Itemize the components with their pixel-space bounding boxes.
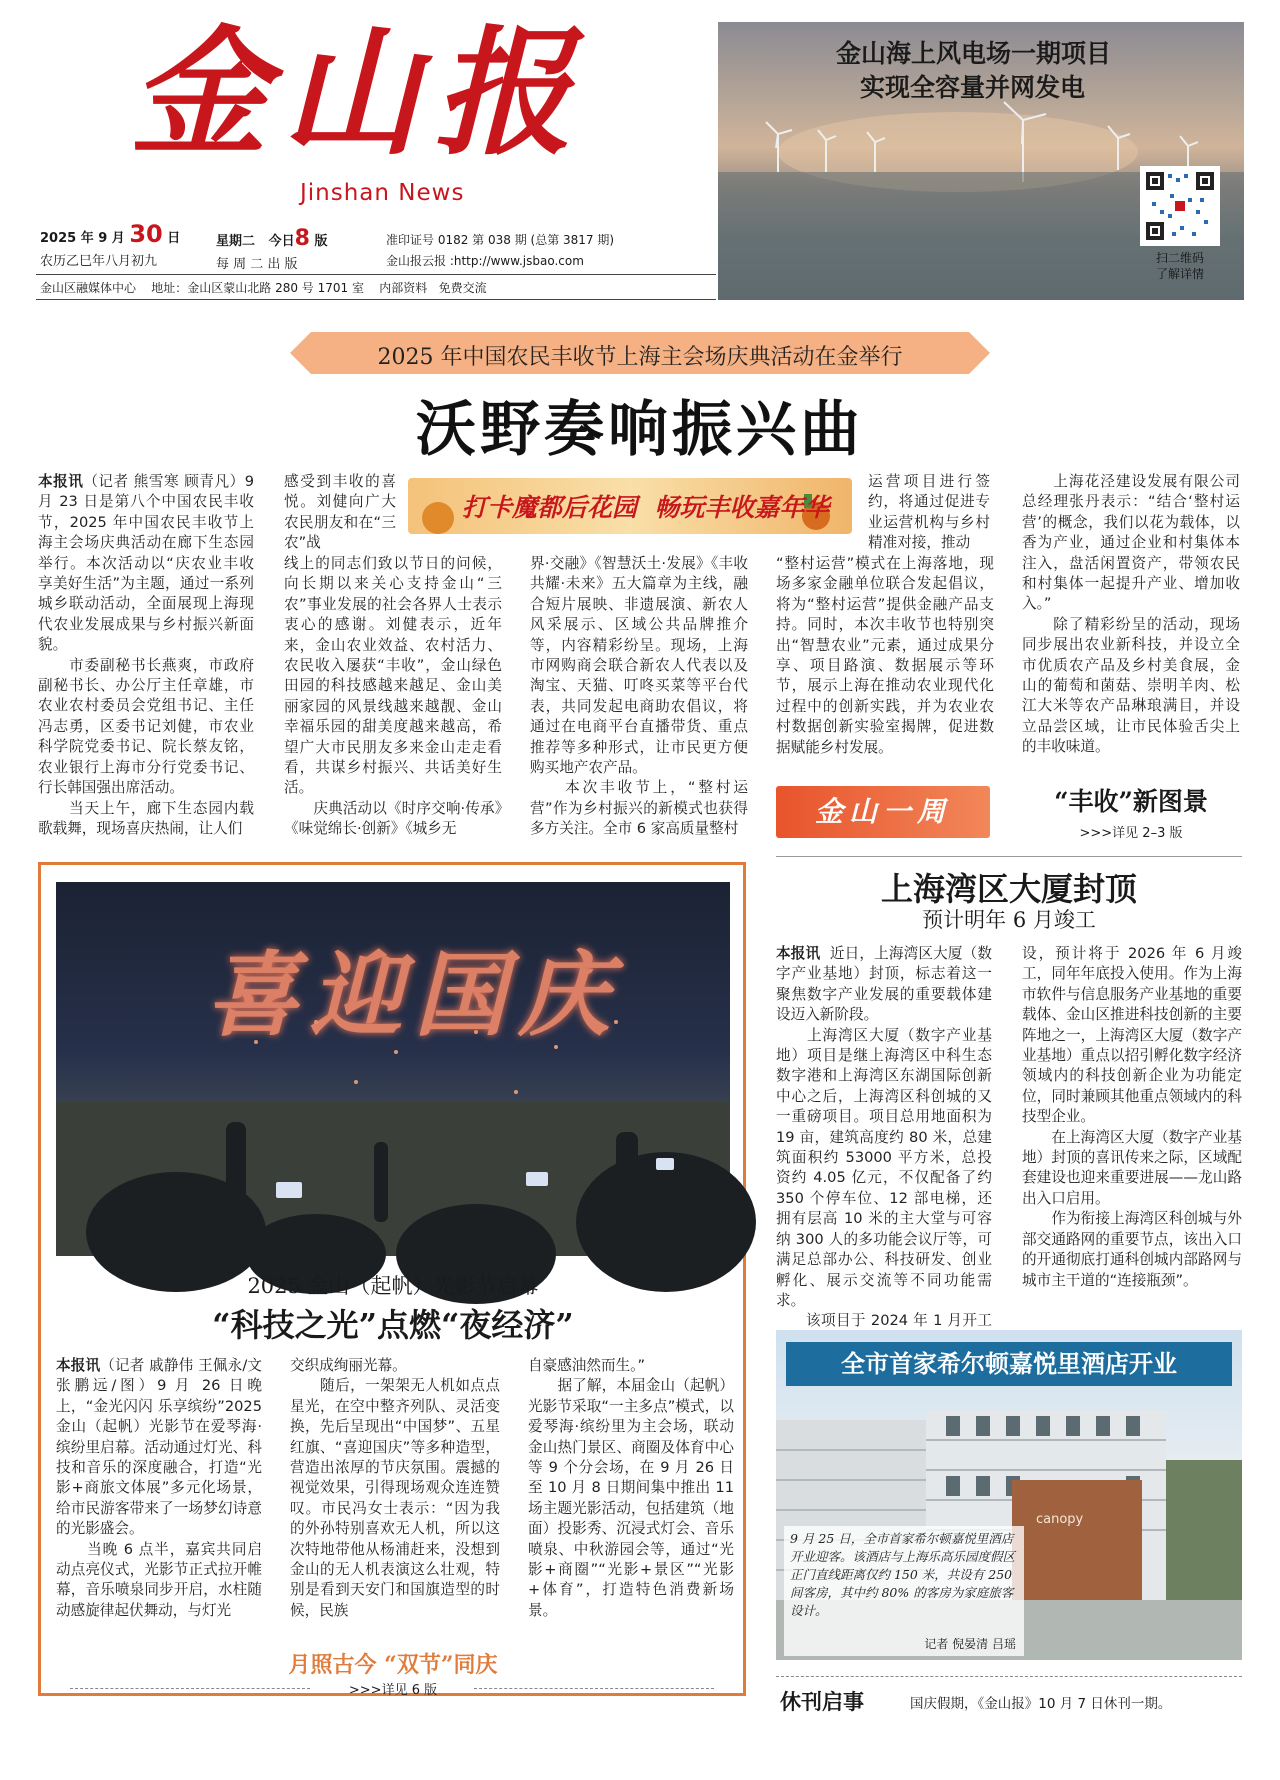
masthead-rule-top xyxy=(36,274,716,275)
weekday: 星期二 xyxy=(216,234,256,249)
banner-title-line1: 金山海上风电场一期项目 xyxy=(836,39,1112,68)
hotel-caption: 9 月 25 日，全市首家希尔顿嘉悦里酒店开业迎客。该酒店与上海乐高乐园度假区正门直线距离仅约 150 米，共设有 250 间客房，其中约 80% 的客房为家庭旅客设计。 xyxy=(790,1531,1016,1618)
story2-subhead: 预计明年 6 月竣工 xyxy=(922,908,1096,932)
story2-rule xyxy=(776,856,1242,857)
permit-number: 准印证号 0182 第 038 期 (总第 3817 期) xyxy=(386,233,615,247)
date-prefix: 2025 年 9 月 xyxy=(40,231,125,246)
lead-col1-text: （记者 熊雪寒 顾青凡）9 月 23 日是第八个中国农民丰收节，2025 年中国农民丰收节上海主会场庆典活动在廊下生态园举行。本次活动以“庆农业丰收 享美好生活”为主题，通过一系列城乡联动活动，全面展现上海现代农业发展成果与乡村振兴新面貌。 市委副秘书长燕爽，市政府副秘书长、办公厅主任章雄，市农业农村委员会党组书记、主任冯志勇，区委书记刘健，市农业科学院党委书记、院长蔡友铭，农业银行上海市分行党委书记、行长韩国强出席活动。 当天上午，廊下生态园内载歌载舞，现场喜庆热闹，让人们 xyxy=(38,473,254,837)
lead-col-2: 线上的同志们致以节日的问候，向长期以来关心支持金山“三农”事业发展的社会各界人士表示衷心的感谢。刘健表示，近年来，金山农业效益、农村活力、农民收入屡获“丰收”，金山绿色田园的科技感越来越足、金山美丽家园的风景线越来越靓、金山幸福乐园的甜美度越来越高，希望广大市民朋友多来金山走走看看，共谋乡村振兴、共话美好生活。 庆典活动以《时序交响·传承》《味觉绵长·创新》《城乡无 xyxy=(284,555,502,838)
date-block xyxy=(40,220,200,269)
permit-info xyxy=(386,230,716,272)
story2-col-2: 设，预计将于 2026 年 6 月竣工，同年年底投入使用。作为上海市软件与信息服务产业基地的重要载体、金山区推进科技创新的主要阵地之一，上海湾区大厦（数字产业基地）重点以招引孵化数字经济领域内的科技创新企业为功能定位，同时兼顾其他重点领域内的科技型企业。 在上海湾区大厦（数字产业基地）封顶的喜讯传来之际，区域配套建设也迎来重要进展——龙山路出入口启用。 作为衔接上海湾区科创城与外部交通路网的重要节点，该出入口的开通彻底打通科创城内部路网与城市主干道的“连接瓶颈”。 xyxy=(1022,945,1242,1289)
story3-footer-rule-right xyxy=(474,1688,714,1689)
story3-col-2: 交织成绚丽光幕。 随后，一架架无人机如点点星光，在空中整齐列队、灵活变换，先后呈现出“中国梦”、五星红旗、“喜迎国庆”等多种造型，营造出浓厚的节庆氛围。震撼的视觉效果，引得现场观众连连赞叹。市民冯女士表示：“因为我的外孙特别喜欢无人机，所以这次特地带他从杨浦赶来，没想到金山的无人机表演这么壮观，特别是看到天安门和国旗造型的时候，民族 xyxy=(290,1357,500,1619)
pages-suffix: 版 xyxy=(314,234,328,249)
frequency: 每 周 二 出 版 xyxy=(216,257,298,272)
story2-col1-text: 近日，上海湾区大厦（数字产业基地）封顶，标志着这一聚焦数字产业发展的重要载体建设迈入新阶段。 上海湾区大厦（数字产业基地）项目是继上海湾区中科生态数字港和上海湾区东湖国际创新中心之后，上海湾区科创城的又一重磅项目。项目总用地面积为 19 亩，建筑高度约 80 米，总建筑面积约 53000 平方米，总投资约 4.05 亿元，不仅配备了约 350 个停车位、12 部电梯，还拥有层高 10 米的主大堂与可容纳 300 人的多功能会议厅等，可满足总部办公、科技研发、创业孵化、展示交流等不同功能需求。 该项目于 2024 年 1 月开工 xyxy=(776,945,992,1330)
lead-col-4: “整村运营”模式在上海落地，现场多家金融单位联合发起倡议，将为“整村运营”提供金融产品支持。同时，本次丰收节也特别突出“智慧农业”元素，通过成果分享、项目路演、数据展示等环节，展示上海在推动农业现代化过程中的创新实践，并为农业农村数据创新实验室揭牌，促进数据赋能乡村发展。 xyxy=(776,555,994,756)
notice-rule xyxy=(776,1676,1242,1677)
drone-show-photo xyxy=(56,882,730,1256)
hotel-headline: 全市首家希尔顿嘉悦里酒店开业 xyxy=(841,1349,1177,1378)
cloud-link[interactable]: 金山报云报 :http://www.jsbao.com xyxy=(386,254,584,268)
qr-caption-line2: 了解详情 xyxy=(1155,267,1204,281)
hotel-credit: 记者 倪晏清 吕瑶 xyxy=(924,1637,1016,1651)
lunar-date: 农历乙巳年八月初九 xyxy=(40,254,158,269)
story2-col1-lead: 本报讯 xyxy=(776,945,821,962)
logo-subtitle: Jinshan News xyxy=(300,180,465,206)
harvest-ad-banner[interactable] xyxy=(408,478,852,534)
hotel-photo xyxy=(776,1330,1242,1660)
story3-footer-ref[interactable]: >>>详见 6 版 xyxy=(348,1683,438,1698)
qr-code[interactable] xyxy=(1140,166,1220,246)
date-suffix: 日 xyxy=(167,231,181,246)
lead-col-1 xyxy=(38,472,254,852)
lead-col-5: 上海花泾建设发展有限公司总经理张丹表示：“结合‘整村运营’的概念，我们以花为载体，以香为产业，通过企业和村集体本注入，盘活闲置资产，带领农民和村集体一起提升产业、增加收入。” 除了精彩纷呈的活动，现场同步展出农业新科技，并设立全市优质农产品及乡村美食展，金山的葡萄和菌菇、崇明羊肉、松江大米等农产品琳琅满目，并设立品尝区域，让市民体验舌尖上的丰收味道。 xyxy=(1022,473,1240,756)
story2-headline: 上海湾区大厦封顶 xyxy=(880,870,1137,908)
lead-col-4-top: 运营项目进行签约，将通过促进专业运营机构与乡村精准对接，推动 xyxy=(868,473,990,552)
notice-text: 国庆假期，《金山报》10 月 7 日休刊一期。 xyxy=(910,1696,1172,1712)
hotel-sign: canopy xyxy=(1036,1512,1084,1527)
lead-col-3: 界·交融》《智慧沃土·发展》《丰收共耀·未来》五大篇章为主线，融合短片展映、非遗展演、新农人风采展示、区域公共品牌推介等，内容精彩纷呈。现场，上海市网购商会联合新农人代表以及淘宝、天猫、叮咚买菜等平台代表，共同发起电商助农倡议，将通过在电商平台直播带货、重点推荐等多种形式，让市民更方便购买地产农产品。 本次丰收节上，“整村运营”作为乡村振兴的新模式也获得多方关注。全市 6 家高质量整村 xyxy=(530,555,748,838)
lead-col1-lead: 本报讯 xyxy=(38,473,84,490)
issue-info xyxy=(216,226,376,272)
lead-kicker: 2025 年中国农民丰收节上海主会场庆典活动在金举行 xyxy=(377,345,903,370)
banner-photo xyxy=(718,22,1244,300)
story3-footer-title: 月照古今 “双节”同庆 xyxy=(288,1652,498,1678)
weekly-badge-text: 金山一周 xyxy=(814,795,951,828)
story2-col-1 xyxy=(776,944,992,1330)
banner-title-line2: 实现全容量并网发电 xyxy=(860,73,1086,102)
weekly-badge[interactable] xyxy=(776,786,990,838)
lead-col-2-top: 感受到丰收的喜悦。刘健向广大农民朋友和在“三农”战 xyxy=(284,473,396,552)
lead-headline: 沃野奏响振兴曲 xyxy=(416,395,864,465)
story3-col-1 xyxy=(56,1356,262,1642)
story3-headline: “科技之光”点燃“夜经济” xyxy=(212,1306,574,1344)
masthead-rule-bottom xyxy=(36,299,716,300)
qr-caption-line1: 扫二维码 xyxy=(1155,251,1204,265)
drone-show-text: 喜迎国庆 xyxy=(206,941,623,1049)
story3-col1-lead: 本报讯 xyxy=(56,1357,101,1374)
weekly-ref[interactable]: >>>详见 2–3 版 xyxy=(1079,826,1183,841)
masthead-logo xyxy=(130,11,690,206)
pages-prefix: 今日 xyxy=(268,234,295,249)
harvest-ad-text: 打卡魔都后花园 畅玩丰收嘉年华 xyxy=(462,493,830,522)
logo-text: 金山报 xyxy=(130,11,587,174)
story3-col1-text: （记者 戚静伟 王佩永/文 张鹏远/图）9 月 26 日晚上，“金光闪闪 乐享缤纷”2025 金山（起帆）光影节在爱琴海·缤纷里启幕。活动通过灯光、科技和音乐的深度融合，打造“光影+商旅文体展”多元化场景，给市民游客带来了一场梦幻诗意的光影盛会。 当晚 6 点半，嘉宾共同启动点亮仪式，光影节正式拉开帷幕，音乐喷泉同步开启，水柱随动感旋律起伏舞动，与灯光 xyxy=(56,1357,262,1619)
qr-code-icon xyxy=(1144,170,1216,242)
weekly-title: “丰收”新图景 xyxy=(1054,787,1208,816)
hotel-caption-box xyxy=(784,1526,1024,1656)
date-day: 30 xyxy=(129,220,163,248)
pages-num: 8 xyxy=(294,226,310,251)
story3-kicker: 2025 金山（起帆）光影节启幕 xyxy=(247,1274,539,1298)
qr-caption xyxy=(1140,250,1220,282)
notice-title: 休刊启事 xyxy=(780,1689,864,1714)
story3-col-3: 自豪感油然而生。” 据了解，本届金山（起帆）光影节采取“一主多点”模式，以爱琴海·缤纷里为主会场，联动金山热门景区、商圈及体育中心等 9 个分会场，在 9 月 26 日至 10 月 8 日期间集中推出 11 场主题光影活动，包括建筑（地面）投影秀、沉浸式灯会、音乐喷泉、中秋游园会等，通过“光影+商圈”“光影+景区”“光影+体育”，打造特色消费新场景。 xyxy=(528,1357,734,1619)
address-bar: 金山区融媒体中心 地址：金山区蒙山北路 280 号 1701 室 内部资料 免费交流 xyxy=(40,281,487,295)
